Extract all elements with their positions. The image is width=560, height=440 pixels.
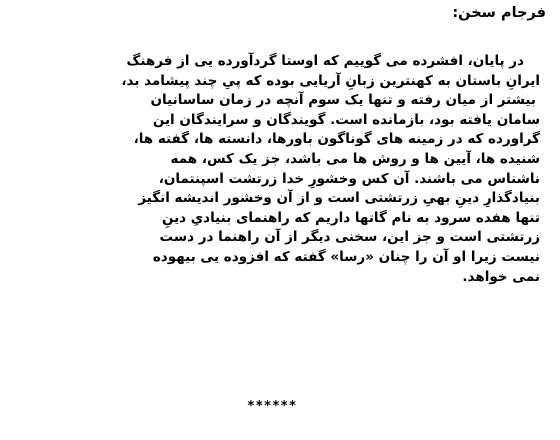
- section-heading: فرجام سخن:: [452, 5, 546, 21]
- text-line: نمی خواهد.: [462, 268, 540, 285]
- text-line: بیشتر از میان رفته و تنها یک سوم آنچه در زمان ساسانیان: [150, 92, 536, 109]
- text-line: در پایان، افشرده می گوییم که اوستا گردآورده یی از فرهنگ: [126, 53, 524, 69]
- text-line: ایرانِ باستان به کهنترین زبانِ آریایی بوده که پیِ چند پیشامد بد،: [121, 72, 540, 89]
- text-line: تنها هفده سرود به نام گاتها داریم که راهنمای بنیادیِ دینِ: [161, 209, 540, 226]
- text-line: زرتشتی است و جز این، سخنی دیگر از آن راهنما در دست: [159, 229, 540, 246]
- text-line: شنیده ها، آیین ها و روش ها می باشد، جز یک کس، همه: [170, 150, 540, 167]
- text-line: ناشناس می باشند. آن کس وخشورِ خدا زرتشت اسپنتمان،: [158, 170, 540, 187]
- text-line: گراورده که در زمینه های گوناگون باورها، دانسته ها، گفته ها،: [133, 131, 540, 148]
- text-line: بنیادگذارِ دینِ بهیِ زرتشتی است و از آن وخشور اندیشه انگیز: [138, 190, 540, 207]
- text-line: نیست زیرا او آن را چنان «رسا» گفته که افزوده یی بیهوده: [152, 248, 540, 265]
- section-end-marker: ******: [247, 399, 297, 414]
- body-paragraph: [20, 52, 540, 287]
- text-line: سامان یافته بود، بازمانده است. گویندگان و سرایندگان این: [152, 111, 540, 128]
